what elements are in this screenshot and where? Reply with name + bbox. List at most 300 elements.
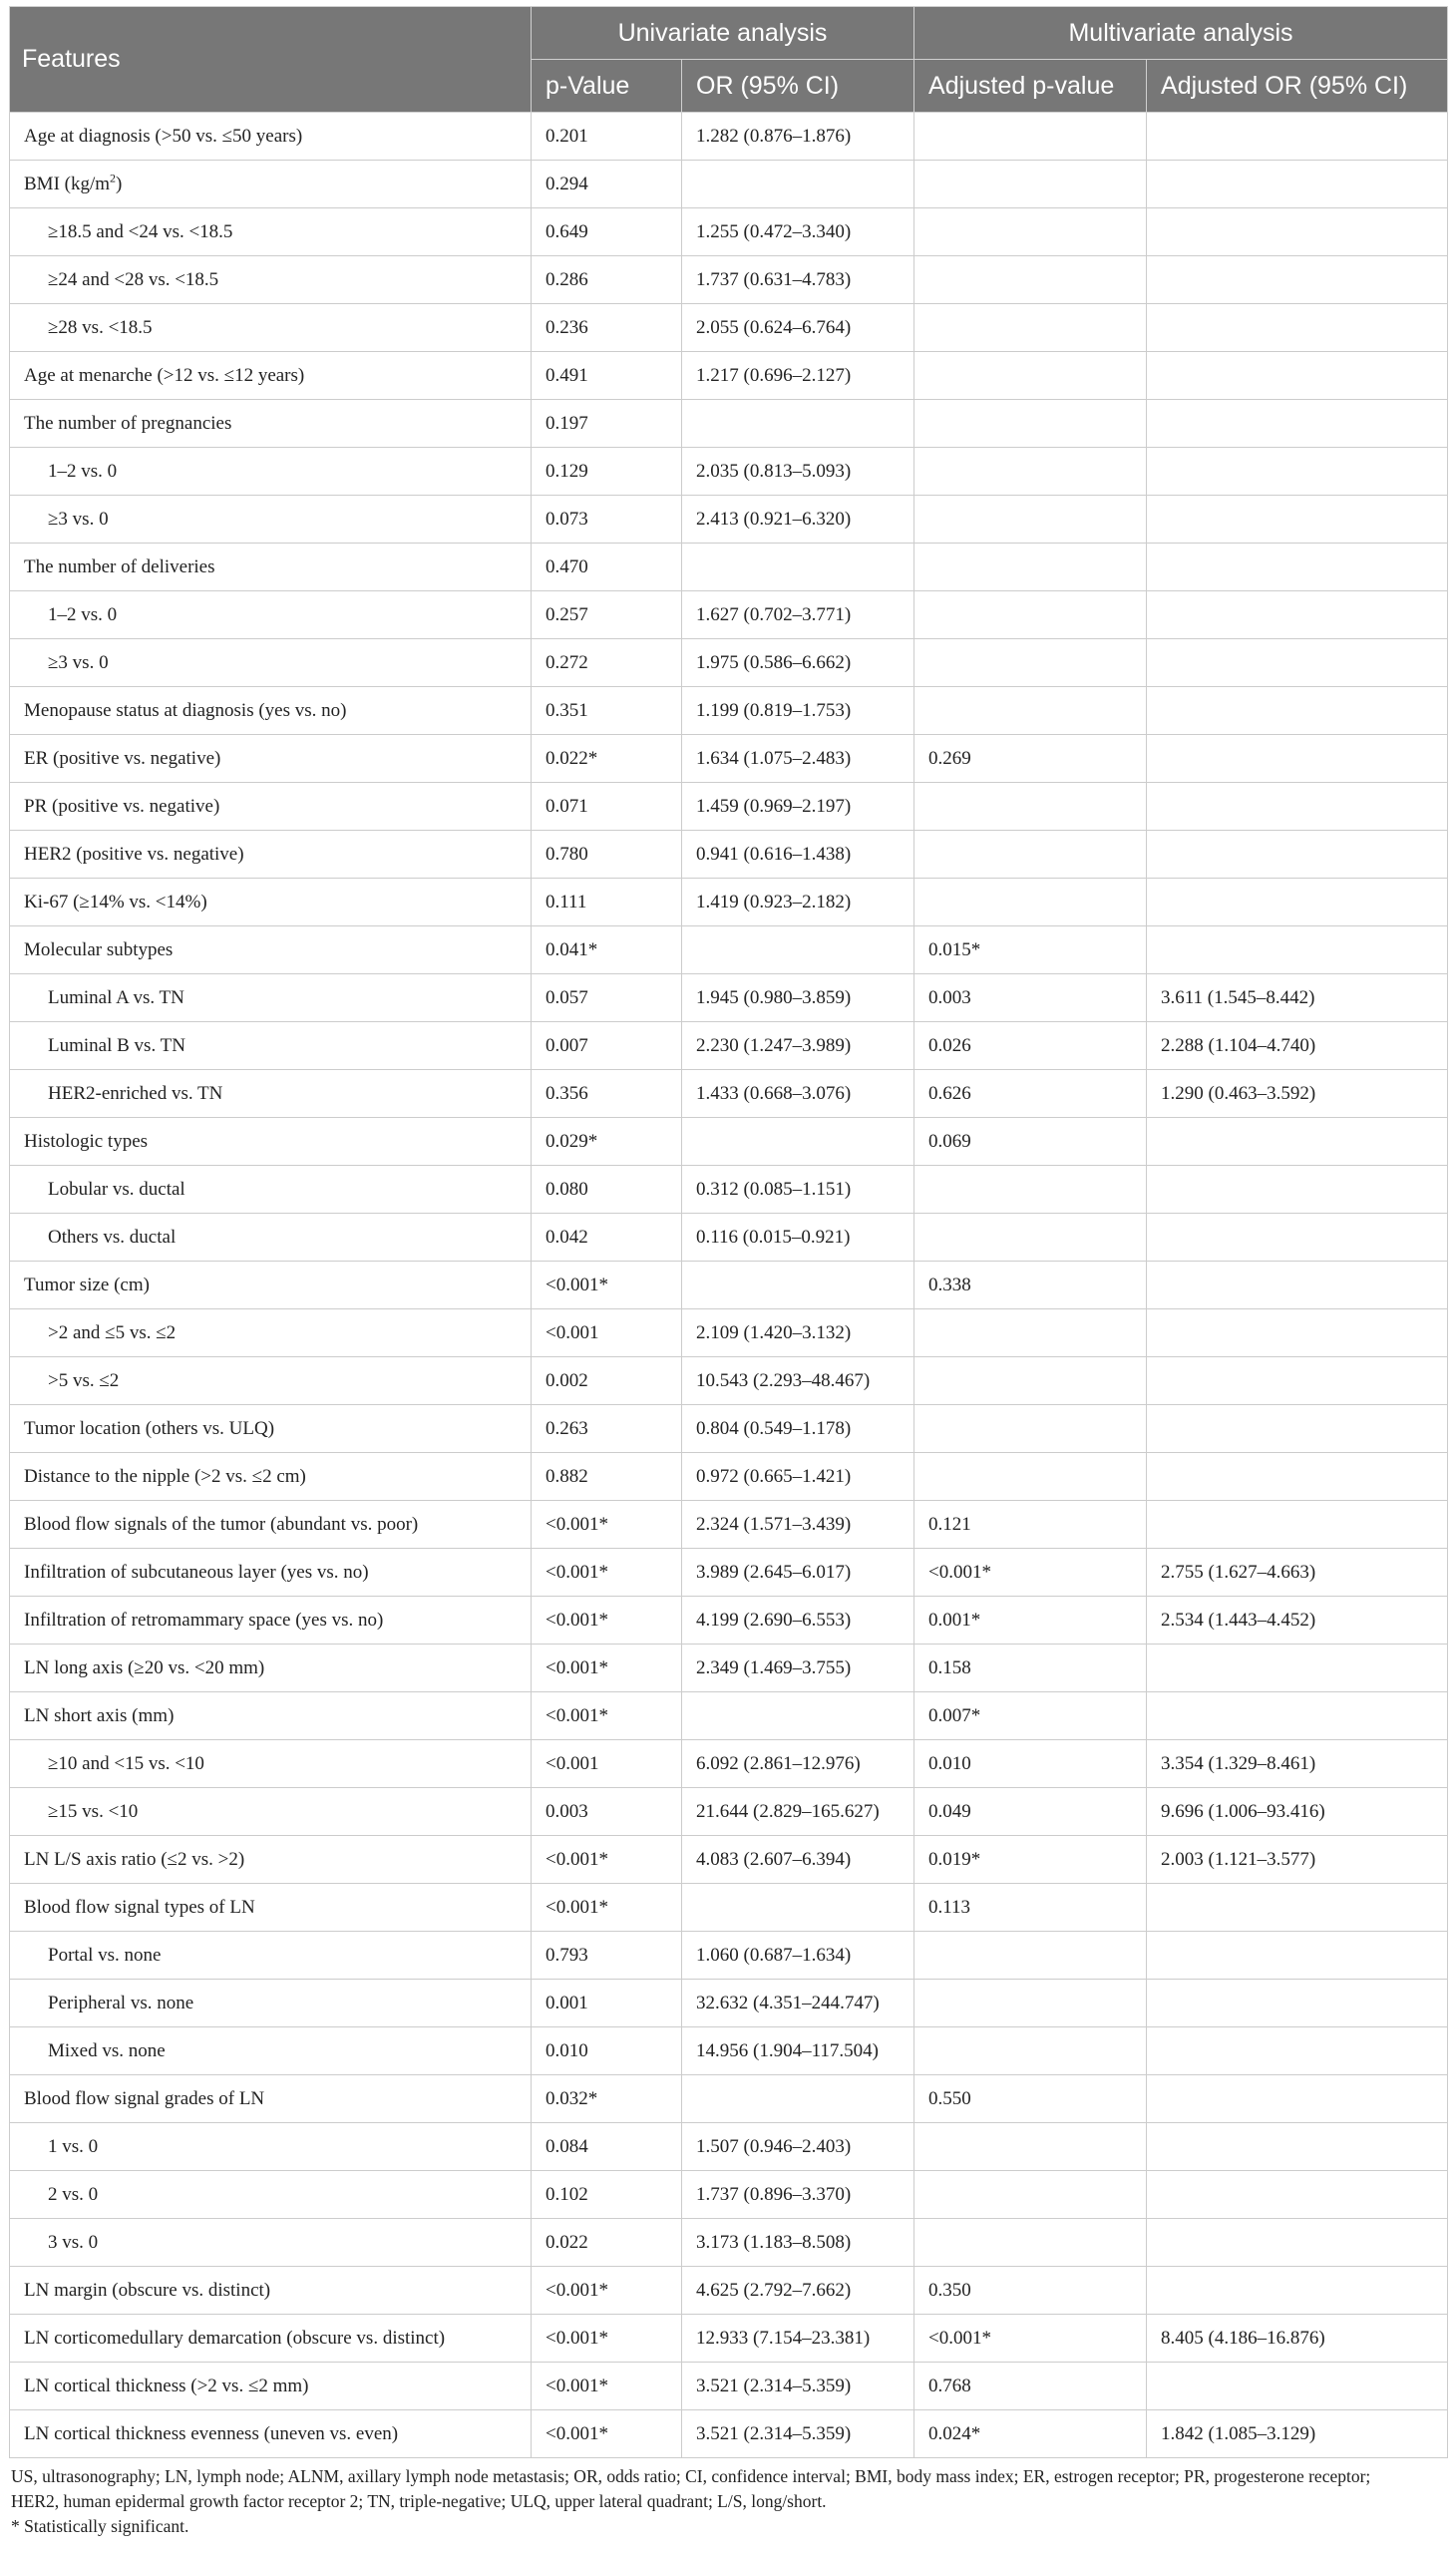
- cell-pvalue: <0.001*: [532, 1884, 682, 1932]
- cell-feature: [10, 2171, 532, 2219]
- table-row: [10, 1118, 1448, 1166]
- cell-adjusted-or: [1147, 1980, 1448, 2027]
- feature-label: 1–2 vs. 0: [48, 460, 118, 482]
- table-row: [10, 1501, 1448, 1549]
- feature-label: 1 vs. 0: [48, 2135, 99, 2157]
- cell-adjusted-or: [1147, 400, 1448, 448]
- cell-or: 1.737 (0.896–3.370): [682, 2171, 914, 2219]
- cell-adjusted-pvalue: 0.001*: [914, 1597, 1147, 1645]
- cell-or: 2.055 (0.624–6.764): [682, 304, 914, 352]
- cell-or: 1.945 (0.980–3.859): [682, 974, 914, 1022]
- table-row: [10, 2363, 1448, 2410]
- table-row: [10, 1453, 1448, 1501]
- cell-adjusted-pvalue: [914, 687, 1147, 735]
- results-table-container: [9, 6, 1447, 2539]
- feature-label: The number of deliveries: [24, 555, 215, 577]
- feature-label: 3 vs. 0: [48, 2231, 99, 2253]
- feature-label: LN short axis (mm): [24, 1704, 175, 1726]
- cell-adjusted-or: [1147, 2219, 1448, 2267]
- table-row: [10, 2171, 1448, 2219]
- cell-adjusted-pvalue: 0.019*: [914, 1836, 1147, 1884]
- cell-or: 4.625 (2.792–7.662): [682, 2267, 914, 2315]
- cell-feature: [10, 1070, 532, 1118]
- cell-adjusted-pvalue: [914, 256, 1147, 304]
- cell-adjusted-pvalue: [914, 591, 1147, 639]
- cell-or: 1.060 (0.687–1.634): [682, 1932, 914, 1980]
- feature-label: Luminal A vs. TN: [48, 986, 184, 1008]
- cell-pvalue: 0.272: [532, 639, 682, 687]
- cell-pvalue: 0.022*: [532, 735, 682, 783]
- cell-adjusted-or: [1147, 208, 1448, 256]
- cell-or: [682, 1884, 914, 1932]
- table-row: [10, 926, 1448, 974]
- feature-label: Blood flow signal types of LN: [24, 1896, 255, 1918]
- cell-or: 3.989 (2.645–6.017): [682, 1549, 914, 1597]
- cell-pvalue: <0.001*: [532, 2315, 682, 2363]
- cell-pvalue: 0.032*: [532, 2075, 682, 2123]
- cell-feature: [10, 2315, 532, 2363]
- cell-pvalue: 0.003: [532, 1788, 682, 1836]
- cell-feature: [10, 831, 532, 879]
- table-header: [10, 7, 1448, 113]
- cell-or: 2.035 (0.813–5.093): [682, 448, 914, 496]
- feature-label: Blood flow signals of the tumor (abundant vs. poor): [24, 1513, 419, 1535]
- cell-pvalue: 0.029*: [532, 1118, 682, 1166]
- cell-or: 1.255 (0.472–3.340): [682, 208, 914, 256]
- cell-adjusted-pvalue: [914, 2123, 1147, 2171]
- cell-feature: [10, 113, 532, 161]
- cell-pvalue: <0.001*: [532, 1501, 682, 1549]
- feature-label: ≥3 vs. 0: [48, 651, 109, 673]
- cell-adjusted-or: [1147, 2363, 1448, 2410]
- cell-or: [682, 1692, 914, 1740]
- table-row: [10, 1022, 1448, 1070]
- cell-adjusted-pvalue: [914, 352, 1147, 400]
- cell-adjusted-pvalue: [914, 1453, 1147, 1501]
- cell-adjusted-or: [1147, 2267, 1448, 2315]
- cell-adjusted-pvalue: [914, 1357, 1147, 1405]
- cell-feature: [10, 1262, 532, 1309]
- feature-label: PR (positive vs. negative): [24, 795, 220, 817]
- cell-feature: [10, 2410, 532, 2458]
- cell-adjusted-pvalue: [914, 1214, 1147, 1262]
- table-row: [10, 256, 1448, 304]
- cell-or: 2.324 (1.571–3.439): [682, 1501, 914, 1549]
- cell-feature: [10, 1405, 532, 1453]
- cell-pvalue: 0.649: [532, 208, 682, 256]
- cell-adjusted-or: [1147, 1262, 1448, 1309]
- feature-label: Others vs. ductal: [48, 1226, 177, 1248]
- cell-or: 1.507 (0.946–2.403): [682, 2123, 914, 2171]
- cell-adjusted-pvalue: [914, 639, 1147, 687]
- table-row: [10, 831, 1448, 879]
- feature-label: ≥15 vs. <10: [48, 1800, 139, 1822]
- cell-adjusted-or: [1147, 2123, 1448, 2171]
- table-row: [10, 2219, 1448, 2267]
- header-univariate: Univariate analysis: [532, 7, 914, 60]
- feature-suffix: ): [116, 173, 123, 194]
- cell-or: 1.433 (0.668–3.076): [682, 1070, 914, 1118]
- cell-adjusted-pvalue: <0.001*: [914, 2315, 1147, 2363]
- cell-adjusted-pvalue: 0.010: [914, 1740, 1147, 1788]
- feature-label: LN cortical thickness evenness (uneven vs. even): [24, 2422, 399, 2444]
- cell-or: [682, 1262, 914, 1309]
- cell-adjusted-pvalue: [914, 879, 1147, 926]
- feature-label: Portal vs. none: [48, 1944, 162, 1966]
- table-row: [10, 496, 1448, 544]
- cell-adjusted-pvalue: [914, 161, 1147, 208]
- cell-adjusted-pvalue: 0.024*: [914, 2410, 1147, 2458]
- feature-label: 1–2 vs. 0: [48, 603, 118, 625]
- feature-label: Luminal B vs. TN: [48, 1034, 185, 1056]
- cell-pvalue: <0.001*: [532, 1836, 682, 1884]
- cell-or: 14.956 (1.904–117.504): [682, 2027, 914, 2075]
- cell-feature: [10, 2363, 532, 2410]
- cell-adjusted-or: [1147, 496, 1448, 544]
- table-row: [10, 1405, 1448, 1453]
- cell-pvalue: 0.294: [532, 161, 682, 208]
- cell-adjusted-or: [1147, 1932, 1448, 1980]
- table-row: [10, 879, 1448, 926]
- cell-adjusted-pvalue: [914, 1980, 1147, 2027]
- cell-adjusted-or: [1147, 2027, 1448, 2075]
- cell-feature: [10, 544, 532, 591]
- table-footnotes: [9, 2464, 1447, 2539]
- feature-label: Infiltration of subcutaneous layer (yes vs. no): [24, 1561, 369, 1583]
- cell-pvalue: <0.001: [532, 1309, 682, 1357]
- cell-adjusted-pvalue: [914, 113, 1147, 161]
- feature-label: Molecular subtypes: [24, 938, 174, 960]
- cell-or: [682, 161, 914, 208]
- cell-feature: [10, 1597, 532, 1645]
- cell-adjusted-or: [1147, 352, 1448, 400]
- table-row: [10, 2315, 1448, 2363]
- cell-pvalue: 0.042: [532, 1214, 682, 1262]
- cell-or: 1.199 (0.819–1.753): [682, 687, 914, 735]
- cell-adjusted-or: [1147, 2075, 1448, 2123]
- cell-or: 21.644 (2.829–165.627): [682, 1788, 914, 1836]
- cell-feature: [10, 208, 532, 256]
- table-row: [10, 544, 1448, 591]
- table-row: [10, 1357, 1448, 1405]
- cell-feature: [10, 1214, 532, 1262]
- regression-results-table: [9, 6, 1448, 2458]
- cell-adjusted-pvalue: 0.550: [914, 2075, 1147, 2123]
- table-row: [10, 1692, 1448, 1740]
- cell-pvalue: <0.001*: [532, 1262, 682, 1309]
- feature-label: HER2 (positive vs. negative): [24, 843, 244, 865]
- feature-label: Tumor location (others vs. ULQ): [24, 1417, 275, 1439]
- table-row: [10, 783, 1448, 831]
- cell-adjusted-or: 9.696 (1.006–93.416): [1147, 1788, 1448, 1836]
- cell-adjusted-or: [1147, 256, 1448, 304]
- cell-or: 0.972 (0.665–1.421): [682, 1453, 914, 1501]
- cell-adjusted-pvalue: 0.121: [914, 1501, 1147, 1549]
- table-row: [10, 1788, 1448, 1836]
- cell-feature: [10, 2075, 532, 2123]
- cell-pvalue: 0.002: [532, 1357, 682, 1405]
- cell-feature: [10, 256, 532, 304]
- cell-adjusted-pvalue: [914, 1405, 1147, 1453]
- cell-adjusted-pvalue: <0.001*: [914, 1549, 1147, 1597]
- cell-pvalue: 0.007: [532, 1022, 682, 1070]
- cell-adjusted-pvalue: 0.269: [914, 735, 1147, 783]
- cell-adjusted-or: 3.611 (1.545–8.442): [1147, 974, 1448, 1022]
- cell-feature: [10, 879, 532, 926]
- cell-pvalue: <0.001*: [532, 2267, 682, 2315]
- feature-label: Lobular vs. ductal: [48, 1178, 185, 1200]
- cell-pvalue: 0.236: [532, 304, 682, 352]
- feature-label: LN long axis (≥20 vs. <20 mm): [24, 1656, 265, 1678]
- table-row: [10, 1166, 1448, 1214]
- cell-pvalue: 0.073: [532, 496, 682, 544]
- cell-or: [682, 926, 914, 974]
- cell-adjusted-pvalue: [914, 448, 1147, 496]
- cell-adjusted-or: [1147, 639, 1448, 687]
- table-row: [10, 208, 1448, 256]
- cell-adjusted-or: [1147, 1692, 1448, 1740]
- cell-pvalue: <0.001*: [532, 1692, 682, 1740]
- cell-feature: [10, 448, 532, 496]
- table-row: [10, 304, 1448, 352]
- table-row: [10, 161, 1448, 208]
- cell-feature: [10, 687, 532, 735]
- cell-feature: [10, 783, 532, 831]
- feature-label: ≥24 and <28 vs. <18.5: [48, 268, 219, 290]
- header-features: Features: [10, 7, 532, 113]
- cell-feature: [10, 496, 532, 544]
- table-row: [10, 1980, 1448, 2027]
- header-adjusted-or: Adjusted OR (95% CI): [1147, 60, 1448, 113]
- cell-pvalue: 0.780: [532, 831, 682, 879]
- cell-adjusted-or: 2.755 (1.627–4.663): [1147, 1549, 1448, 1597]
- cell-adjusted-pvalue: 0.007*: [914, 1692, 1147, 1740]
- table-row: [10, 1932, 1448, 1980]
- cell-or: 1.459 (0.969–2.197): [682, 783, 914, 831]
- feature-label: ≥18.5 and <24 vs. <18.5: [48, 220, 233, 242]
- cell-or: 12.933 (7.154–23.381): [682, 2315, 914, 2363]
- cell-or: [682, 1118, 914, 1166]
- table-row: [10, 639, 1448, 687]
- cell-adjusted-pvalue: [914, 783, 1147, 831]
- feature-label: Age at diagnosis (>50 vs. ≤50 years): [24, 125, 303, 147]
- cell-or: 2.349 (1.469–3.755): [682, 1645, 914, 1692]
- table-row: [10, 687, 1448, 735]
- cell-pvalue: 0.129: [532, 448, 682, 496]
- cell-or: [682, 2075, 914, 2123]
- cell-feature: [10, 1453, 532, 1501]
- table-row: [10, 400, 1448, 448]
- cell-pvalue: <0.001*: [532, 1597, 682, 1645]
- feature-label: Histologic types: [24, 1130, 149, 1152]
- cell-pvalue: 0.263: [532, 1405, 682, 1453]
- cell-or: 1.737 (0.631–4.783): [682, 256, 914, 304]
- cell-adjusted-or: 2.288 (1.104–4.740): [1147, 1022, 1448, 1070]
- feature-label: BMI (kg/m: [24, 173, 111, 194]
- cell-pvalue: 0.041*: [532, 926, 682, 974]
- cell-feature: [10, 352, 532, 400]
- cell-adjusted-or: [1147, 783, 1448, 831]
- cell-adjusted-or: [1147, 1884, 1448, 1932]
- cell-pvalue: <0.001*: [532, 1645, 682, 1692]
- cell-feature: [10, 400, 532, 448]
- cell-or: 3.521 (2.314–5.359): [682, 2410, 914, 2458]
- cell-or: 0.941 (0.616–1.438): [682, 831, 914, 879]
- table-row: [10, 2123, 1448, 2171]
- cell-feature: [10, 1118, 532, 1166]
- table-row: [10, 1884, 1448, 1932]
- cell-adjusted-pvalue: 0.049: [914, 1788, 1147, 1836]
- cell-or: 2.109 (1.420–3.132): [682, 1309, 914, 1357]
- cell-pvalue: <0.001*: [532, 2410, 682, 2458]
- cell-adjusted-pvalue: 0.338: [914, 1262, 1147, 1309]
- table-body: [10, 113, 1448, 2458]
- cell-feature: [10, 2267, 532, 2315]
- cell-pvalue: 0.882: [532, 1453, 682, 1501]
- cell-or: 32.632 (4.351–244.747): [682, 1980, 914, 2027]
- footnote-abbreviations-1: US, ultrasonography; LN, lymph node; ALNM, axillary lymph node metastasis; OR, odds ratio; CI, confidence interval; BMI, body mass index; ER, estrogen receptor; PR, progesterone receptor;: [11, 2466, 1371, 2486]
- cell-adjusted-or: 2.003 (1.121–3.577): [1147, 1836, 1448, 1884]
- feature-label: Blood flow signal grades of LN: [24, 2087, 265, 2109]
- feature-superscript: 2: [110, 171, 117, 185]
- cell-feature: [10, 1357, 532, 1405]
- cell-adjusted-or: 1.290 (0.463–3.592): [1147, 1070, 1448, 1118]
- cell-feature: [10, 1309, 532, 1357]
- table-row: [10, 448, 1448, 496]
- cell-pvalue: <0.001*: [532, 2363, 682, 2410]
- cell-pvalue: 0.793: [532, 1932, 682, 1980]
- cell-adjusted-or: [1147, 926, 1448, 974]
- table-row: [10, 2410, 1448, 2458]
- feature-label: Peripheral vs. none: [48, 1992, 194, 2013]
- footnote-abbreviations-2: HER2, human epidermal growth factor receptor 2; TN, triple-negative; ULQ, upper lateral quadrant; L/S, long/short.: [11, 2491, 827, 2511]
- cell-adjusted-pvalue: [914, 831, 1147, 879]
- feature-label: LN margin (obscure vs. distinct): [24, 2279, 271, 2301]
- table-row: [10, 1597, 1448, 1645]
- header-adjusted-pvalue: Adjusted p-value: [914, 60, 1147, 113]
- cell-pvalue: 0.022: [532, 2219, 682, 2267]
- feature-label: Age at menarche (>12 vs. ≤12 years): [24, 364, 305, 386]
- cell-adjusted-pvalue: 0.350: [914, 2267, 1147, 2315]
- cell-adjusted-pvalue: [914, 496, 1147, 544]
- cell-feature: [10, 735, 532, 783]
- feature-label: Distance to the nipple (>2 vs. ≤2 cm): [24, 1465, 306, 1487]
- cell-pvalue: 0.071: [532, 783, 682, 831]
- cell-pvalue: 0.356: [532, 1070, 682, 1118]
- cell-adjusted-or: [1147, 1645, 1448, 1692]
- cell-or: 3.173 (1.183–8.508): [682, 2219, 914, 2267]
- feature-label: ≥28 vs. <18.5: [48, 316, 153, 338]
- cell-feature: [10, 1980, 532, 2027]
- cell-or: 3.521 (2.314–5.359): [682, 2363, 914, 2410]
- cell-adjusted-or: [1147, 161, 1448, 208]
- header-row-top: [10, 7, 1448, 60]
- cell-adjusted-or: [1147, 544, 1448, 591]
- cell-feature: [10, 1932, 532, 1980]
- feature-label: ≥3 vs. 0: [48, 508, 109, 530]
- table-row: [10, 1740, 1448, 1788]
- table-row: [10, 1645, 1448, 1692]
- cell-feature: [10, 926, 532, 974]
- cell-feature: [10, 1740, 532, 1788]
- table-row: [10, 113, 1448, 161]
- feature-label: LN corticomedullary demarcation (obscure vs. distinct): [24, 2327, 446, 2349]
- cell-adjusted-or: 3.354 (1.329–8.461): [1147, 1740, 1448, 1788]
- cell-adjusted-pvalue: [914, 1309, 1147, 1357]
- cell-adjusted-or: [1147, 831, 1448, 879]
- header-pvalue: p-Value: [532, 60, 682, 113]
- cell-adjusted-or: [1147, 1453, 1448, 1501]
- cell-or: 4.083 (2.607–6.394): [682, 1836, 914, 1884]
- cell-adjusted-pvalue: 0.003: [914, 974, 1147, 1022]
- cell-feature: [10, 1788, 532, 1836]
- cell-adjusted-pvalue: [914, 1166, 1147, 1214]
- cell-feature: [10, 1884, 532, 1932]
- header-multivariate: Multivariate analysis: [914, 7, 1448, 60]
- table-row: [10, 1262, 1448, 1309]
- feature-label: Menopause status at diagnosis (yes vs. no): [24, 699, 347, 721]
- table-row: [10, 974, 1448, 1022]
- cell-or: 1.634 (1.075–2.483): [682, 735, 914, 783]
- cell-or: 6.092 (2.861–12.976): [682, 1740, 914, 1788]
- cell-adjusted-or: [1147, 1357, 1448, 1405]
- cell-feature: [10, 1645, 532, 1692]
- feature-label: 2 vs. 0: [48, 2183, 99, 2205]
- cell-pvalue: 0.491: [532, 352, 682, 400]
- cell-feature: [10, 591, 532, 639]
- cell-pvalue: 0.470: [532, 544, 682, 591]
- cell-pvalue: 0.057: [532, 974, 682, 1022]
- cell-or: 2.413 (0.921–6.320): [682, 496, 914, 544]
- feature-label: Mixed vs. none: [48, 2039, 166, 2061]
- cell-or: 0.116 (0.015–0.921): [682, 1214, 914, 1262]
- cell-adjusted-or: [1147, 113, 1448, 161]
- feature-label: HER2-enriched vs. TN: [48, 1082, 223, 1104]
- cell-or: 0.804 (0.549–1.178): [682, 1405, 914, 1453]
- cell-adjusted-or: [1147, 735, 1448, 783]
- table-row: [10, 2027, 1448, 2075]
- table-row: [10, 735, 1448, 783]
- cell-adjusted-pvalue: [914, 2219, 1147, 2267]
- feature-label: LN L/S axis ratio (≤2 vs. >2): [24, 1848, 245, 1870]
- cell-feature: [10, 304, 532, 352]
- cell-pvalue: 0.197: [532, 400, 682, 448]
- cell-pvalue: <0.001: [532, 1740, 682, 1788]
- footnote-significance: * Statistically significant.: [11, 2516, 189, 2536]
- cell-or: 10.543 (2.293–48.467): [682, 1357, 914, 1405]
- cell-feature: [10, 2123, 532, 2171]
- feature-label: Tumor size (cm): [24, 1274, 150, 1295]
- cell-adjusted-pvalue: 0.113: [914, 1884, 1147, 1932]
- feature-label: >2 and ≤5 vs. ≤2: [48, 1321, 177, 1343]
- cell-or: [682, 544, 914, 591]
- feature-label: LN cortical thickness (>2 vs. ≤2 mm): [24, 2375, 309, 2396]
- cell-adjusted-or: [1147, 304, 1448, 352]
- table-row: [10, 591, 1448, 639]
- feature-label: Ki-67 (≥14% vs. <14%): [24, 891, 207, 913]
- cell-pvalue: 0.111: [532, 879, 682, 926]
- cell-adjusted-or: [1147, 1118, 1448, 1166]
- cell-or: [682, 400, 914, 448]
- feature-label: ER (positive vs. negative): [24, 747, 221, 769]
- cell-adjusted-or: [1147, 448, 1448, 496]
- cell-pvalue: 0.084: [532, 2123, 682, 2171]
- table-row: [10, 2075, 1448, 2123]
- cell-or: 1.419 (0.923–2.182): [682, 879, 914, 926]
- cell-pvalue: 0.351: [532, 687, 682, 735]
- cell-adjusted-pvalue: [914, 2171, 1147, 2219]
- cell-feature: [10, 1836, 532, 1884]
